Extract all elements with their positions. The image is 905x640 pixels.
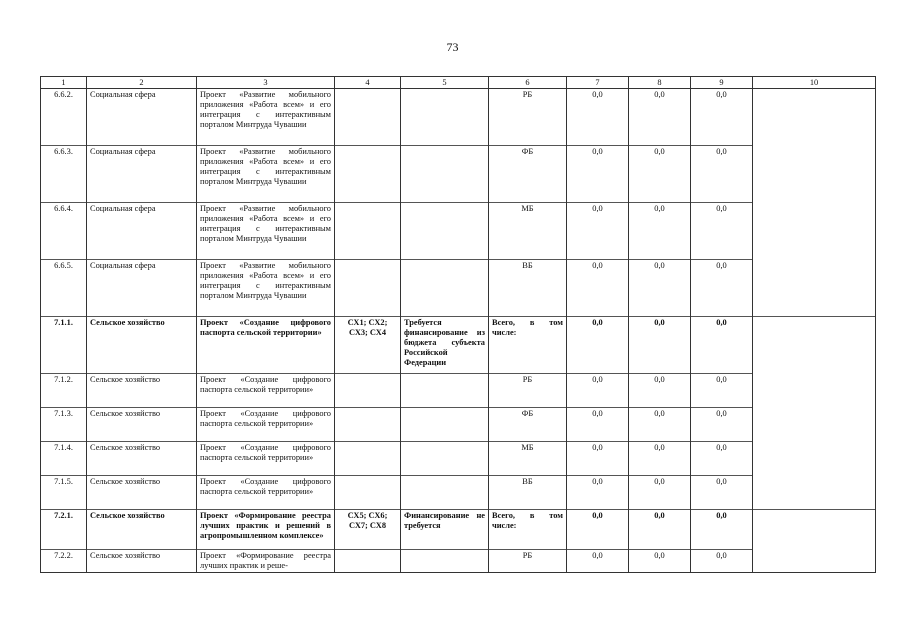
value-col7-cell: 0,0 (567, 550, 629, 573)
financing-note-cell: Требуется финансирование из бюджета субъекта Российской Федерации (401, 317, 489, 374)
budget-source-cell: МБ (489, 203, 567, 260)
column-10-cell (753, 510, 876, 573)
row-number-cell: 6.6.5. (41, 260, 87, 317)
value-col8-cell: 0,0 (629, 408, 691, 442)
budget-source-cell: ФБ (489, 408, 567, 442)
column-number-header: 3 (197, 77, 335, 89)
budget-source-cell: РБ (489, 550, 567, 573)
sector-cell: Социальная сфера (87, 260, 197, 317)
table-row (41, 317, 876, 374)
table-row (41, 146, 876, 203)
value-col8-cell: 0,0 (629, 510, 691, 550)
column-number-header: 7 (567, 77, 629, 89)
value-col8-cell: 0,0 (629, 89, 691, 146)
project-name-cell: Проект «Развитие мобильного приложения «Работа всем» и его интеграция с интерактивным порталом Минтруда Чувашии (197, 89, 335, 146)
table-row (41, 510, 876, 550)
project-name-cell: Проект «Создание цифрового паспорта сельской территории» (197, 442, 335, 476)
row-number-cell: 7.1.5. (41, 476, 87, 510)
table-row (41, 442, 876, 476)
project-name-cell: Проект «Создание цифрового паспорта сельской территории» (197, 476, 335, 510)
sector-cell: Сельское хозяйство (87, 317, 197, 374)
row-number-cell: 6.6.3. (41, 146, 87, 203)
project-name-cell: Проект «Формирование реестра лучших практик и решений в агропромышленном комплексе» (197, 510, 335, 550)
value-col7-cell: 0,0 (567, 476, 629, 510)
row-number-cell: 7.1.4. (41, 442, 87, 476)
value-col7-cell: 0,0 (567, 408, 629, 442)
table-row (41, 476, 876, 510)
value-col8-cell: 0,0 (629, 260, 691, 317)
column-10-cell (753, 317, 876, 510)
financing-note-cell (401, 476, 489, 510)
value-col9-cell: 0,0 (691, 374, 753, 408)
financing-note-cell (401, 260, 489, 317)
column-number-header: 1 (41, 77, 87, 89)
value-col9-cell: 0,0 (691, 550, 753, 573)
program-table (40, 76, 876, 573)
column-number-header: 4 (335, 77, 401, 89)
value-col8-cell: 0,0 (629, 550, 691, 573)
value-col7-cell: 0,0 (567, 374, 629, 408)
table-row (41, 408, 876, 442)
budget-source-cell: ФБ (489, 146, 567, 203)
row-number-cell: 7.1.2. (41, 374, 87, 408)
sector-cell: Сельское хозяйство (87, 550, 197, 573)
project-name-cell: Проект «Развитие мобильного приложения «Работа всем» и его интеграция с интерактивным порталом Минтруда Чувашии (197, 203, 335, 260)
row-number-cell: 7.2.1. (41, 510, 87, 550)
indicator-codes-cell (335, 550, 401, 573)
column-10-cell (753, 89, 876, 317)
value-col7-cell: 0,0 (567, 442, 629, 476)
value-col7-cell: 0,0 (567, 510, 629, 550)
budget-source-cell: РБ (489, 89, 567, 146)
indicator-codes-cell (335, 476, 401, 510)
column-number-header: 6 (489, 77, 567, 89)
sector-cell: Сельское хозяйство (87, 374, 197, 408)
financing-note-cell (401, 89, 489, 146)
indicator-codes-cell (335, 442, 401, 476)
column-number-header: 9 (691, 77, 753, 89)
value-col7-cell: 0,0 (567, 146, 629, 203)
table-row (41, 260, 876, 317)
sector-cell: Сельское хозяйство (87, 442, 197, 476)
row-number-cell: 7.2.2. (41, 550, 87, 573)
value-col8-cell: 0,0 (629, 203, 691, 260)
sector-cell: Социальная сфера (87, 203, 197, 260)
sector-cell: Сельское хозяйство (87, 408, 197, 442)
page-number: 73 (446, 40, 459, 54)
column-number-row (41, 77, 876, 89)
column-number-header: 5 (401, 77, 489, 89)
table-row (41, 550, 876, 573)
value-col9-cell: 0,0 (691, 317, 753, 374)
budget-source-cell: МБ (489, 442, 567, 476)
indicator-codes-cell (335, 146, 401, 203)
indicator-codes-cell: СХ5; СХ6; СХ7; СХ8 (335, 510, 401, 550)
budget-source-cell: РБ (489, 374, 567, 408)
table-row (41, 374, 876, 408)
table-row (41, 89, 876, 146)
project-name-cell: Проект «Создание цифрового паспорта сельской территории» (197, 408, 335, 442)
project-name-cell: Проект «Развитие мобильного приложения «Работа всем» и его интеграция с интерактивным порталом Минтруда Чувашии (197, 260, 335, 317)
budget-source-cell: Всего, в том числе: (489, 317, 567, 374)
project-name-cell: Проект «Развитие мобильного приложения «Работа всем» и его интеграция с интерактивным порталом Минтруда Чувашии (197, 146, 335, 203)
value-col8-cell: 0,0 (629, 374, 691, 408)
sector-cell: Социальная сфера (87, 146, 197, 203)
indicator-codes-cell (335, 203, 401, 260)
indicator-codes-cell (335, 260, 401, 317)
indicator-codes-cell (335, 89, 401, 146)
row-number-cell: 7.1.3. (41, 408, 87, 442)
indicator-codes-cell: СХ1; СХ2; СХ3; СХ4 (335, 317, 401, 374)
value-col8-cell: 0,0 (629, 146, 691, 203)
sector-cell: Социальная сфера (87, 89, 197, 146)
financing-note-cell (401, 146, 489, 203)
column-number-header: 8 (629, 77, 691, 89)
column-number-header: 2 (87, 77, 197, 89)
value-col9-cell: 0,0 (691, 89, 753, 146)
financing-note-cell (401, 442, 489, 476)
project-name-cell: Проект «Создание цифрового паспорта сельской территории» (197, 317, 335, 374)
value-col9-cell: 0,0 (691, 260, 753, 317)
financing-note-cell (401, 374, 489, 408)
value-col9-cell: 0,0 (691, 476, 753, 510)
value-col9-cell: 0,0 (691, 510, 753, 550)
value-col7-cell: 0,0 (567, 203, 629, 260)
sector-cell: Сельское хозяйство (87, 476, 197, 510)
budget-source-cell: ВБ (489, 260, 567, 317)
budget-source-cell: ВБ (489, 476, 567, 510)
value-col7-cell: 0,0 (567, 260, 629, 317)
value-col9-cell: 0,0 (691, 203, 753, 260)
value-col9-cell: 0,0 (691, 146, 753, 203)
sector-cell: Сельское хозяйство (87, 510, 197, 550)
project-name-cell: Проект «Формирование реестра лучших практик и реше- (197, 550, 335, 573)
row-number-cell: 6.6.2. (41, 89, 87, 146)
financing-note-cell: Финансирование не требуется (401, 510, 489, 550)
financing-note-cell (401, 203, 489, 260)
financing-note-cell (401, 550, 489, 573)
value-col9-cell: 0,0 (691, 408, 753, 442)
table-row (41, 203, 876, 260)
financing-note-cell (401, 408, 489, 442)
row-number-cell: 6.6.4. (41, 203, 87, 260)
value-col7-cell: 0,0 (567, 89, 629, 146)
indicator-codes-cell (335, 374, 401, 408)
value-col8-cell: 0,0 (629, 442, 691, 476)
value-col8-cell: 0,0 (629, 476, 691, 510)
row-number-cell: 7.1.1. (41, 317, 87, 374)
value-col9-cell: 0,0 (691, 442, 753, 476)
value-col7-cell: 0,0 (567, 317, 629, 374)
column-number-header: 10 (753, 77, 876, 89)
value-col8-cell: 0,0 (629, 317, 691, 374)
indicator-codes-cell (335, 408, 401, 442)
project-name-cell: Проект «Создание цифрового паспорта сельской территории» (197, 374, 335, 408)
budget-source-cell: Всего, в том числе: (489, 510, 567, 550)
